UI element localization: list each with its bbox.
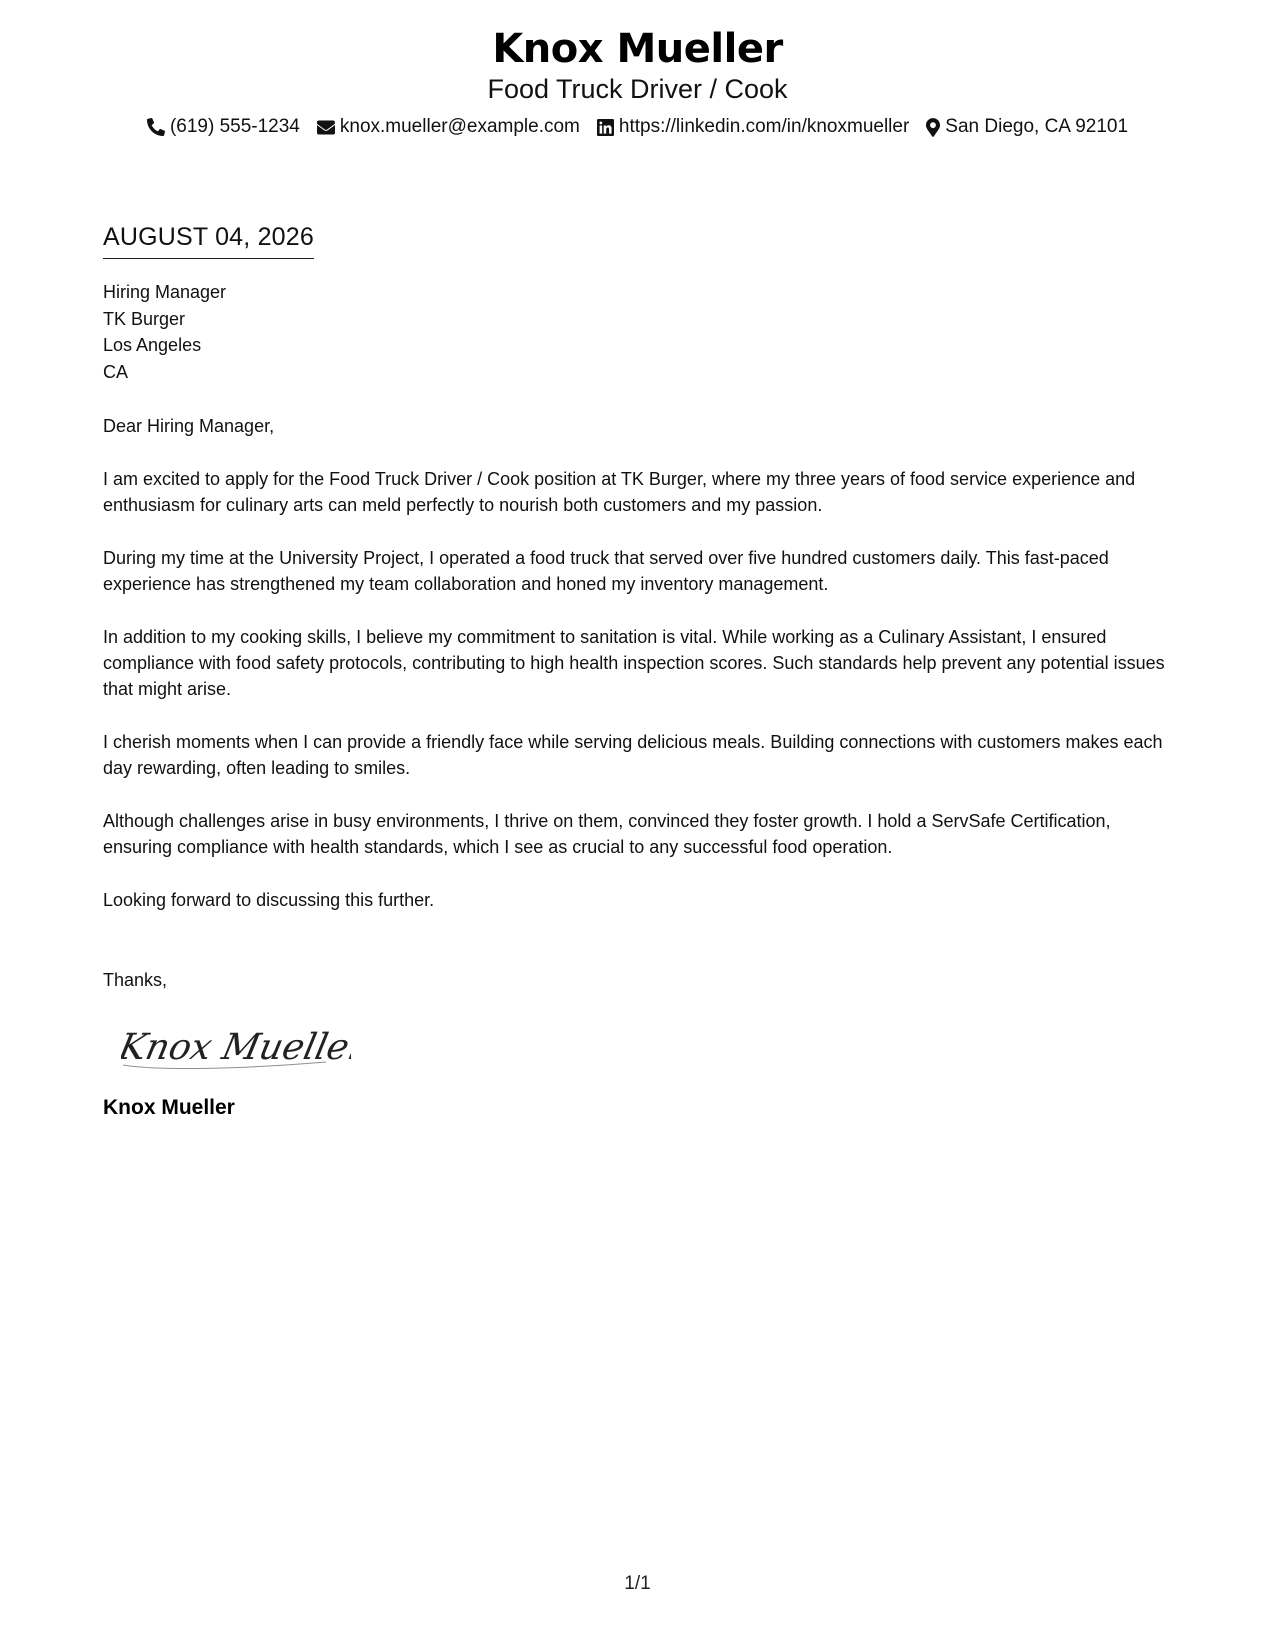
letter-paragraph: During my time at the University Project, I operated a food truck that served over five hundred customers daily. This fast-paced experience has strengthened my team collaboration and honed my inventory management. bbox=[103, 548, 1109, 594]
contact-email[interactable] bbox=[317, 115, 580, 139]
phone-icon bbox=[147, 118, 165, 136]
letter-paragraph: Although challenges arise in busy environments, I thrive on them, convinced they foster growth. I hold a ServSafe Certification, ensuring compliance with health standards, which I see as crucial to any successful food operation. bbox=[103, 811, 1111, 857]
map-pin-icon bbox=[926, 118, 940, 137]
recipient-line: Hiring Manager bbox=[103, 282, 227, 302]
contact-bar bbox=[0, 115, 1275, 139]
page-number: 1/1 bbox=[624, 1573, 651, 1594]
recipient-address bbox=[103, 279, 1183, 385]
linkedin-icon bbox=[597, 119, 614, 136]
letter-paragraph: I cherish moments when I can provide a friendly face while serving delicious meals. Building connections with customers makes each day rewarding, often leading to smiles. bbox=[103, 732, 1163, 778]
email-link[interactable]: knox.mueller@example.com bbox=[339, 116, 580, 137]
handwritten-signature bbox=[121, 1021, 1183, 1073]
recipient-line: CA bbox=[103, 361, 129, 382]
date-block bbox=[103, 222, 314, 259]
contact-location bbox=[926, 115, 1128, 139]
letter-paragraph: In addition to my cooking skills, I believe my commitment to sanitation is vital. While working as a Culinary Assistant, I ensured compliance with food safety protocols, contributing to high health inspection scores. Such standards help prevent any potential issues that might arise. bbox=[103, 627, 1165, 699]
contact-phone bbox=[147, 115, 300, 139]
recipient-line: TK Burger bbox=[103, 308, 186, 329]
letter-date: AUGUST 04, 2026 bbox=[103, 223, 314, 251]
phone-text: (619) 555-1234 bbox=[169, 116, 300, 137]
letter-body bbox=[103, 222, 1183, 1121]
signed-name: Knox Mueller bbox=[103, 1096, 235, 1119]
letter-paragraph: I am excited to apply for the Food Truck Driver / Cook position at TK Burger, where my three years of food service experience and enthusiasm for culinary arts can meld perfectly to nourish both customers and my passion. bbox=[103, 469, 1136, 515]
linkedin-link[interactable]: https://linkedin.com/in/knoxmueller bbox=[618, 116, 910, 137]
applicant-title: Food Truck Driver / Cook bbox=[487, 74, 788, 104]
letter-paragraph: Looking forward to discussing this further. bbox=[103, 890, 435, 910]
recipient-line: Los Angeles bbox=[103, 335, 202, 355]
letter-header bbox=[0, 24, 1275, 139]
closing: Thanks, bbox=[103, 970, 168, 990]
signature-text: Knox Mueller bbox=[121, 1025, 351, 1068]
contact-linkedin[interactable] bbox=[597, 115, 909, 139]
location-text: San Diego, CA 92101 bbox=[945, 116, 1129, 137]
salutation: Dear Hiring Manager, bbox=[103, 416, 275, 436]
applicant-name: Knox Mueller bbox=[492, 26, 783, 72]
envelope-icon bbox=[317, 120, 335, 135]
